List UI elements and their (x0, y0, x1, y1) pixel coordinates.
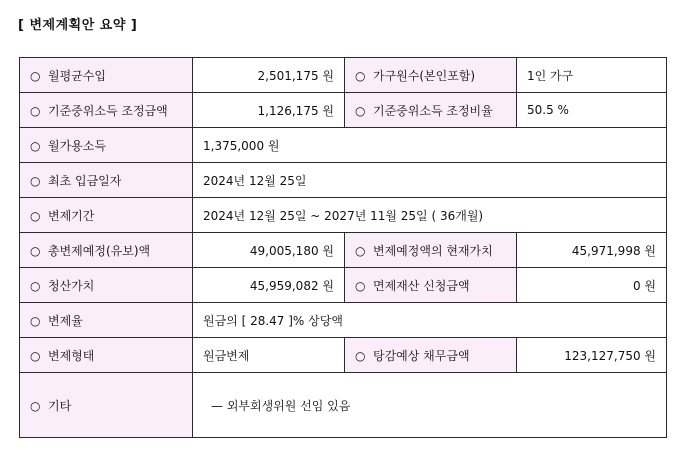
table-row (20, 58, 667, 93)
bullet-circle-icon: ○ (355, 68, 366, 83)
table-row (20, 303, 667, 338)
label-monthly-income: ○ 월평균수입 (20, 58, 193, 93)
label-liquidation-value: ○ 청산가치 (20, 268, 193, 303)
value-monthly-income: 2,501,175 원 (193, 58, 345, 93)
table-row (20, 268, 667, 303)
value-median-income-ratio: 50.5 % (517, 93, 667, 128)
bullet-circle-icon: ○ (30, 68, 41, 83)
value-liquidation-value: 45,959,082 원 (193, 268, 345, 303)
value-repayment-type: 원금변제 (193, 338, 345, 373)
table-row (20, 373, 667, 438)
label-first-payment-date: ○ 최초 입금일자 (20, 163, 193, 198)
label-disposable-income: ○ 월가용소득 (20, 128, 193, 163)
bullet-circle-icon: ○ (30, 138, 41, 153)
label-expected-debt-forgiveness: ○ 탕감예상 채무금액 (345, 338, 517, 373)
label-median-income-adjusted: ○ 기준중위소득 조정금액 (20, 93, 193, 128)
bullet-circle-icon: ○ (355, 348, 366, 363)
label-total-scheduled-repayment: ○ 총변제예정(유보)액 (20, 233, 193, 268)
label-repayment-rate: ○ 변제율 (20, 303, 193, 338)
label-household-members: ○ 가구원수(본인포함) (345, 58, 517, 93)
bullet-circle-icon: ○ (355, 278, 366, 293)
bullet-circle-icon: ○ (30, 173, 41, 188)
value-present-value: 45,971,998 원 (517, 233, 667, 268)
table-row (20, 338, 667, 373)
table-row (20, 93, 667, 128)
table-row (20, 128, 667, 163)
value-household-members: 1인 가구 (517, 58, 667, 93)
value-first-payment-date: 2024년 12월 25일 (193, 163, 667, 198)
value-disposable-income: 1,375,000 원 (193, 128, 667, 163)
table-row (20, 233, 667, 268)
label-repayment-type: ○ 변제형태 (20, 338, 193, 373)
label-present-value: ○ 변제예정액의 현재가치 (345, 233, 517, 268)
bullet-circle-icon: ○ (30, 103, 41, 118)
table-row (20, 198, 667, 233)
value-other: — 외부회생위원 선임 있음 (193, 373, 667, 438)
value-total-scheduled-repayment: 49,005,180 원 (193, 233, 345, 268)
page-title: [ 변제계획안 요약 ] (18, 18, 138, 33)
bullet-circle-icon: ○ (30, 313, 41, 328)
bullet-circle-icon: ○ (355, 103, 366, 118)
value-median-income-adjusted: 1,126,175 원 (193, 93, 345, 128)
label-exempt-property: ○ 면제재산 신청금액 (345, 268, 517, 303)
value-exempt-property: 0 원 (517, 268, 667, 303)
label-other: ○ 기타 (20, 373, 193, 438)
bullet-circle-icon: ○ (30, 243, 41, 258)
label-median-income-ratio: ○ 기준중위소득 조정비율 (345, 93, 517, 128)
bullet-circle-icon: ○ (30, 208, 41, 223)
summary-table (19, 57, 667, 438)
bullet-circle-icon: ○ (30, 278, 41, 293)
bullet-circle-icon: ○ (355, 243, 366, 258)
value-expected-debt-forgiveness: 123,127,750 원 (517, 338, 667, 373)
label-repayment-period: ○ 변제기간 (20, 198, 193, 233)
bullet-circle-icon: ○ (30, 398, 41, 413)
table-row (20, 163, 667, 198)
bullet-circle-icon: ○ (30, 348, 41, 363)
value-repayment-rate: 원금의 [ 28.47 ]% 상당액 (193, 303, 667, 338)
value-repayment-period: 2024년 12월 25일 ~ 2027년 11월 25일 ( 36개월) (193, 198, 667, 233)
